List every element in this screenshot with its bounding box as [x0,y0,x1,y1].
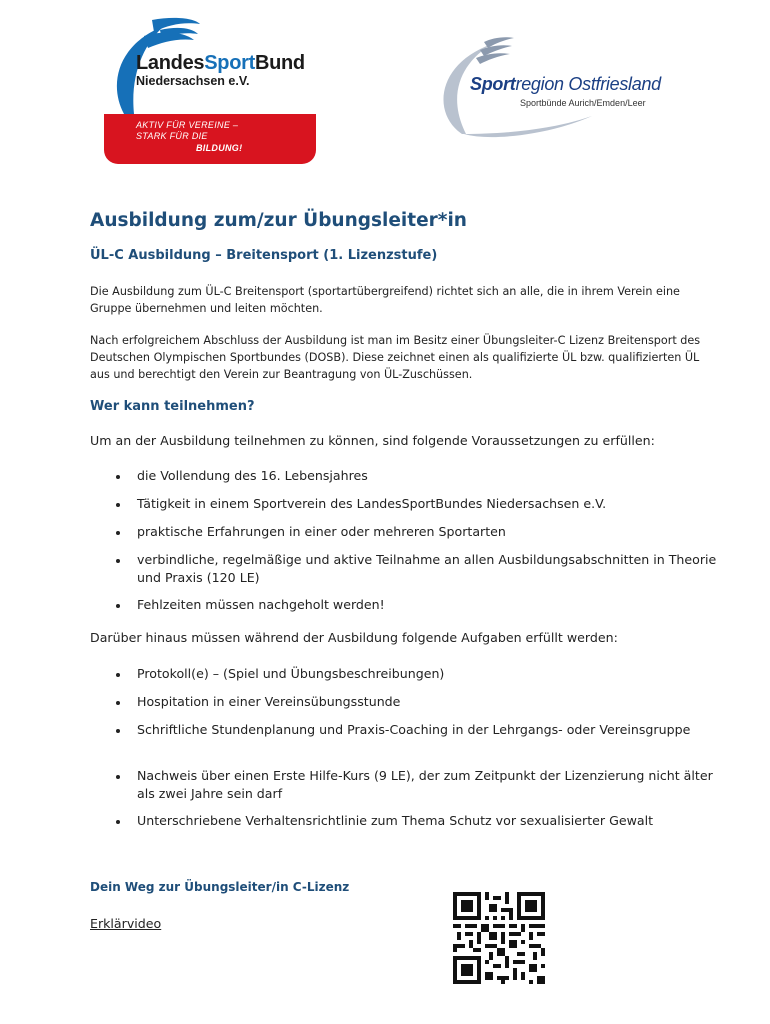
landessportbund-logo [104,14,316,164]
bullet-icon [116,531,120,535]
list-item: Fehlzeiten müssen nachgeholt werden! [137,597,385,612]
list-item: Unterschriebene Verhaltensrichtlinie zum Thema Schutz vor sexualisierter Gewalt [137,813,654,828]
sportregion-title: Sportregion Ostfriesland [470,74,661,94]
list-item: Nachweis über einen Erste Hilfe-Kurs (9 LE), der zum Zeitpunkt der Lizenzierung nicht älter als zwei Jahre sein darf [137,768,713,801]
list-item: die Vollendung des 16. Lebensjahres [137,468,368,483]
who-heading: Wer kann teilnehmen? [90,399,255,414]
bullet-icon [116,559,120,563]
list-item: Protokoll(e) – (Spiel und Übungsbeschreibungen) [137,666,445,681]
list-item: Hospitation in einer Vereinsübungsstunde [137,694,401,709]
bullet-icon [116,775,120,779]
who-lead: Um an der Ausbildung teilnehmen zu können, sind folgende Voraussetzungen zu erfüllen: [90,433,655,448]
lsb-subtitle: Niedersachsen e.V. [136,74,250,88]
lsb-banner-line1: AKTIV FÜR VEREINE – [136,120,239,130]
bullet-icon [116,604,120,608]
sportregion-logo [432,34,682,144]
list-item: Tätigkeit in einem Sportverein des LandesSportBundes Niedersachsen e.V. [137,496,607,511]
list-item: Schriftliche Stundenplanung und Praxis-Coaching in der Lehrgangs- oder Vereinsgruppe [137,722,691,737]
tasks-lead: Darüber hinaus müssen während der Ausbildung folgende Aufgaben erfüllt werden: [90,630,618,645]
lsb-banner-line2: STARK FÜR DIE [136,131,208,141]
list-item: praktische Erfahrungen in einer oder mehreren Sportarten [137,524,506,539]
page-title: Ausbildung zum/zur Übungsleiter*in [90,210,467,231]
bullet-icon [116,503,120,507]
bullet-icon [116,673,120,677]
intro-paragraph-2: Nach erfolgreichem Abschluss der Ausbildung ist man im Besitz einer Übungsleiter-C Lizenz Breitensport des Deutschen Olympischen Sportbundes (DOSB). Diese zeichnet einen als qualifizierte ÜL bzw. qualifizierten ÜL aus und berechtigt den Verein zur Beantragung von ÜL-Zuschüssen. [90,334,701,381]
lsb-title: LandesSportBund [136,52,305,74]
explainer-video-link[interactable]: Erklärvideo [90,916,162,931]
page-subtitle: ÜL-C Ausbildung – Breitensport (1. Lizenzstufe) [90,248,438,263]
bullet-icon [116,729,120,733]
sportregion-subtitle: Sportbünde Aurich/Emden/Leer [520,98,646,108]
intro-paragraph-1: Die Ausbildung zum ÜL-C Breitensport (sportartübergreifend) richtet sich an alle, die in ihrem Verein eine Gruppe übernehmen und leiten möchten. [90,285,680,315]
footer-heading: Dein Weg zur Übungsleiter/in C-Lizenz [90,880,350,894]
lsb-banner-line3: BILDUNG! [196,143,243,153]
list-item: verbindliche, regelmäßige und aktive Teilnahme an allen Ausbildungsabschnitten in Theorie und Praxis (120 LE) [137,552,717,585]
bullet-icon [116,820,120,824]
bullet-icon [116,701,120,705]
bullet-icon [116,475,120,479]
qr-code-icon[interactable] [453,892,545,984]
